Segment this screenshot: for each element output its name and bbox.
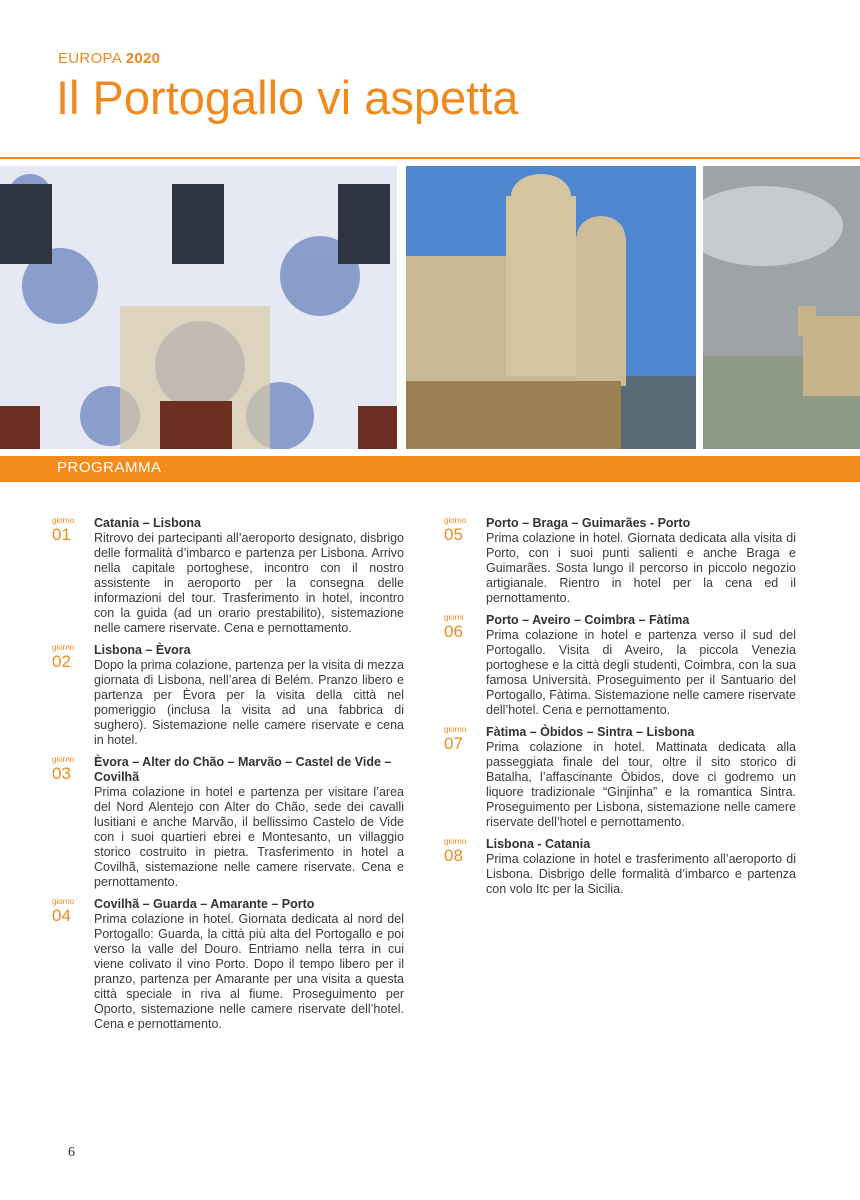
day-caption: giorno bbox=[52, 897, 75, 906]
day-title: Catania – Lisbona bbox=[94, 516, 201, 530]
day-caption: giorno bbox=[52, 755, 75, 764]
day-caption: giorno bbox=[52, 643, 75, 652]
day-description: Prima colazione in hotel. Giornata dedicata al nord del Portogallo: Guarda, la città più alta del Portogallo e poi verso la valle del Douro. Entriamo nella terra in cui viene colivato il vino Porto. Dopo il tempo libero per il pranzo, partenza per Amarante per una visita a questa città speciale in riva al fiume. Proseguimento per Oporto, sistemazione nelle camere riservate dell’hotel. Cena e pernottamento. bbox=[94, 912, 404, 1031]
day-number: 05 bbox=[444, 525, 463, 544]
day-caption: giorno bbox=[444, 837, 467, 846]
day-title: Porto – Aveiro – Coimbra – Fàtima bbox=[486, 613, 690, 627]
day-description: Prima colazione in hotel. Mattinata dedicata alla passeggiata finale del tour, oltre il sito storico di Batalha, l’affascinante Òbidos, dove ci godremo un liquore tradizionale “Ginjinha” e la romantica Sintra. Proseguimento per Lisbona, sistemazione nelle camere riservate dell’hotel e pernottamento. bbox=[486, 740, 796, 829]
day-description: Prima colazione in hotel e trasferimento all’aeroporto di Lisbona. Disbrigo delle formalità d’imbarco e partenza con volo Itc per la Sicilia. bbox=[486, 852, 796, 896]
kicker bbox=[58, 50, 160, 67]
day-title: Fàtima – Òbidos – Sintra – Lisbona bbox=[486, 725, 695, 739]
photo-belem-tower bbox=[406, 166, 696, 449]
day-description: Dopo la prima colazione, partenza per la visita di mezza giornata di Lisbona, nell’area di Belém. Pranzo libero e partenza per Èvora per la visita della città nel pomeriggio (inclusa la visita ad una fabbrica di sughero). Sistemazione nelle camere riservate e cena in hotel. bbox=[94, 658, 404, 747]
itinerary-day bbox=[444, 837, 796, 897]
day-title: Porto – Braga – Guimarães - Porto bbox=[486, 516, 691, 530]
belem-tower-image bbox=[406, 166, 696, 449]
itinerary-day bbox=[52, 516, 404, 636]
day-title: Lisbona – Èvora bbox=[94, 643, 191, 657]
day-caption: giorno bbox=[444, 725, 467, 734]
itinerary-day bbox=[444, 613, 796, 718]
itinerary-day bbox=[444, 725, 796, 830]
day-description: Prima colazione in hotel e partenza per visitare l’area del Nord Alentejo con Alter do Chão, sede dei cavalli lusitiani e anche Marvão, il bellissimo Castelo de Vide con i suoi quartieri ebrei e Montesanto, un villaggio storico costruito in pietra. Trasferimento in hotel a Covilhã, sistemazione nelle camere riservate. Cena e pernottamento. bbox=[94, 785, 404, 889]
day-number: 08 bbox=[444, 846, 463, 865]
photo-azulejo-facade bbox=[0, 166, 397, 449]
day-title: Èvora – Alter do Chão – Marvão – Castel de Vide – Covilhã bbox=[94, 755, 392, 784]
section-label: PROGRAMMA bbox=[57, 459, 162, 476]
day-description: Prima colazione in hotel e partenza verso il sud del Portogallo. Visita di Aveiro, la piccola Venezia portoghese e la città degli studenti, Coimbra, con la sua famosa Università. Proseguimento per il Santuario del Portogallo, Fàtima. Sistemazione nelle camere riservate dell’hotel. Cena e pernottamento. bbox=[486, 628, 796, 717]
day-number: 03 bbox=[52, 764, 71, 783]
day-title: Covilhã – Guarda – Amarante – Porto bbox=[94, 897, 315, 911]
header-divider bbox=[0, 157, 860, 159]
day-caption: giorni bbox=[444, 613, 464, 622]
itinerary-column-left bbox=[52, 516, 404, 1039]
azulejo-facade-image bbox=[0, 166, 397, 449]
photo-coastal-tower bbox=[703, 166, 860, 449]
day-caption: giorno bbox=[444, 516, 467, 525]
day-caption: giorno bbox=[52, 516, 75, 525]
itinerary-column-right bbox=[444, 516, 796, 904]
day-number: 02 bbox=[52, 652, 71, 671]
itinerary-day bbox=[52, 755, 404, 890]
day-number: 06 bbox=[444, 622, 463, 641]
kicker-year: 2020 bbox=[125, 50, 161, 67]
day-title: Lisbona - Catania bbox=[486, 837, 591, 851]
day-number: 07 bbox=[444, 734, 463, 753]
day-description: Ritrovo dei partecipanti all’aeroporto designato, disbrigo delle formalità d’imbarco e partenza per Lisbona. Arrivo nella capitale portoghese, incontro con il nostro assistente in aeroporto per la consegna delle informazioni del tour. Trasferimento in hotel, incontro con la guida (ad un orario prestabilito), sistemazione nelle camere riservate. Cena e pernottamento. bbox=[94, 531, 404, 635]
page-number: 6 bbox=[68, 1145, 75, 1160]
itinerary-day bbox=[52, 897, 404, 1032]
day-number: 01 bbox=[52, 525, 71, 544]
kicker-text: EUROPA bbox=[58, 50, 122, 67]
itinerary-day bbox=[444, 516, 796, 606]
itinerary-day bbox=[52, 643, 404, 748]
day-number: 04 bbox=[52, 906, 71, 925]
page-title: Il Portogallo vi aspetta bbox=[56, 71, 519, 124]
programma-band bbox=[0, 456, 860, 482]
coastal-tower-image bbox=[703, 166, 860, 449]
day-description: Prima colazione in hotel. Giornata dedicata alla visita di Porto, con i suoi punti salienti e anche Braga e Guimarães. Sosta lungo il percorso in piccolo negozio artigianale. Rientro in hotel per la cena ed il pernottamento. bbox=[486, 531, 796, 605]
